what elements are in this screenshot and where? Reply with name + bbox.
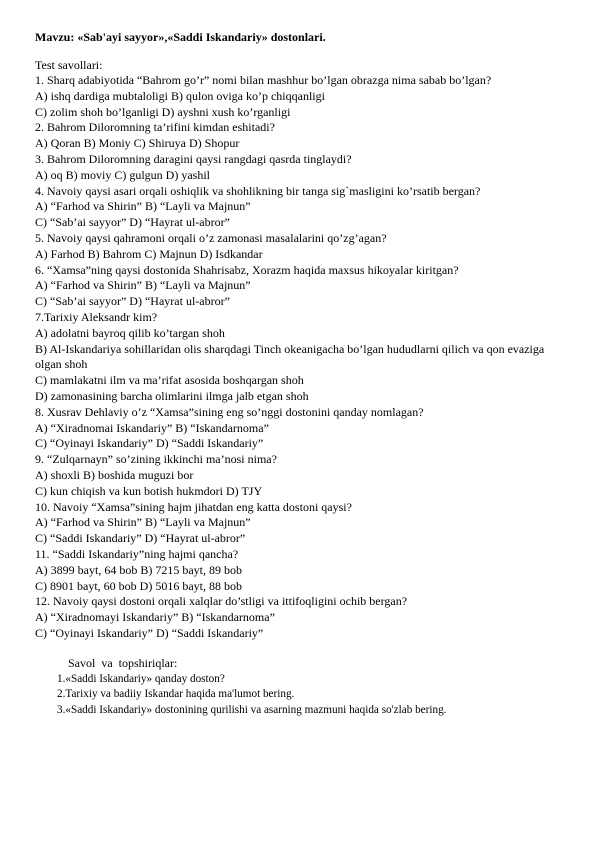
- document-page: [35, 30, 565, 719]
- answer-line: A) ishq dardiga mubtaloligi B) qulon oviga ko’p chiqqanligi: [35, 88, 325, 103]
- question-11: 11. “Saddi Iskandariy”ning hajmi qancha?: [35, 546, 239, 561]
- answer-line: A) adolatni bayroq qilib ko’targan shoh: [35, 325, 225, 340]
- answer-line: C) kun chiqish va kun botish hukmdori D) TJY: [35, 483, 263, 498]
- question-9: 9. “Zulqarnayn” so’zining ikkinchi ma’nosi nima?: [35, 452, 277, 467]
- question-8: 8. Xusrav Dehlaviy o’z “Xamsa”sining eng so’nggi dostonini qanday nomlagan?: [35, 404, 424, 419]
- section-gap: [35, 642, 565, 655]
- answer-line: C) 8901 bayt, 60 bob D) 5016 bayt, 88 bob: [35, 578, 242, 593]
- answer-line: C) “Oyinayi Iskandariy” D) “Saddi Iskandariy”: [35, 436, 264, 451]
- answer-line: A) “Xiradnomai Iskandariy” B) “Iskandarnoma”: [35, 420, 269, 435]
- answer-line: A) Qoran B) Moniy C) Shiruya D) Shopur: [35, 136, 240, 151]
- tasks-heading: Savol va topshiriqlar:: [68, 655, 178, 670]
- test-heading: Test savollari:: [35, 58, 103, 72]
- answer-line: C) “Oyinayi Iskandariy” D) “Saddi Iskandariy”: [35, 625, 264, 640]
- answer-line: C) mamlakatni ilm va ma’rifat asosida boshqargan shoh: [35, 373, 304, 388]
- answer-line: B) Al-Iskandariya sohillaridan olis sharqdagi Tinch okeanigacha bo’lgan hududlarni qilich va qon evaziga olgan shoh: [35, 341, 545, 372]
- answer-line: A) 3899 bayt, 64 bob B) 7215 bayt, 89 bob: [35, 562, 242, 577]
- question-3: 3. Bahrom Diloromning daragini qaysi rangdagi qasrda tinglaydi?: [35, 151, 352, 166]
- answer-line: A) shoxli B) boshida muguzi bor: [35, 467, 194, 482]
- answer-line: D) zamonasining barcha olimlarini ilmga jalb etgan shoh: [35, 388, 309, 403]
- question-10: 10. Navoiy “Xamsa”sining hajm jihatdan eng katta dostoni qaysi?: [35, 499, 352, 514]
- answer-line: A) “Farhod va Shirin” B) “Layli va Majnun”: [35, 278, 251, 293]
- question-6: 6. “Xamsa”ning qaysi dostonida Shahrisabz, Xorazm haqida maxsus hikoyalar kiritgan?: [35, 262, 459, 277]
- question-7: 7.Tarixiy Aleksandr kim?: [35, 309, 158, 324]
- task-item: 2.Tarixiy va badiiy Iskandar haqida ma'lumot bering.: [57, 688, 295, 701]
- question-12: 12. Navoiy qaysi dostoni orqali xalqlar do’stligi va ittifoqligini ochib bergan?: [35, 594, 408, 609]
- answer-line: A) Farhod B) Bahrom C) Majnun D) Isdkandar: [35, 246, 263, 261]
- answer-line: A) “Farhod va Shirin” B) “Layli va Majnun”: [35, 199, 251, 214]
- answer-line: C) zolim shoh bo’lganligi D) ayshni xush ko’rganligi: [35, 104, 291, 119]
- question-1: 1. Sharq adabiyotida “Bahrom go’r” nomi bilan mashhur bo’lgan obrazga nima sabab bo’lgan?: [35, 73, 492, 87]
- answer-line: C) “Sab’ai sayyor” D) “Hayrat ul-abror”: [35, 294, 230, 309]
- question-4: 4. Navoiy qaysi asari orqali oshiqlik va shohlikning bir tanga sig`masligini ko’rsatib bergan?: [35, 183, 481, 198]
- question-2: 2. Bahrom Diloromning ta’rifini kimdan eshitadi?: [35, 120, 275, 135]
- document-title: Mavzu: «Sab'ayi sayyor»,«Saddi Iskandariy» dostonlari.: [35, 30, 326, 44]
- answer-line: A) “Xiradnomayi Iskandariy” B) “Iskandarnoma”: [35, 610, 275, 625]
- answer-line: A) “Farhod va Shirin” B) “Layli va Majnun”: [35, 515, 251, 530]
- answer-line: C) “Sab’ai sayyor” D) “Hayrat ul-abror”: [35, 215, 230, 230]
- question-5: 5. Navoiy qaysi qahramoni orqali o’z zamonasi masalalarini qo’zg’agan?: [35, 230, 387, 245]
- task-item: 1.«Saddi Iskandariy» qanday doston?: [57, 672, 225, 685]
- answer-line: A) oq B) moviy C) gulgun D) yashil: [35, 167, 210, 182]
- answer-line: C) “Saddi Iskandariy” D) “Hayrat ul-abror”: [35, 531, 246, 546]
- task-item: 3.«Saddi Iskandariy» dostonining qurilishi va asarning mazmuni haqida so'zlab bering.: [57, 704, 447, 717]
